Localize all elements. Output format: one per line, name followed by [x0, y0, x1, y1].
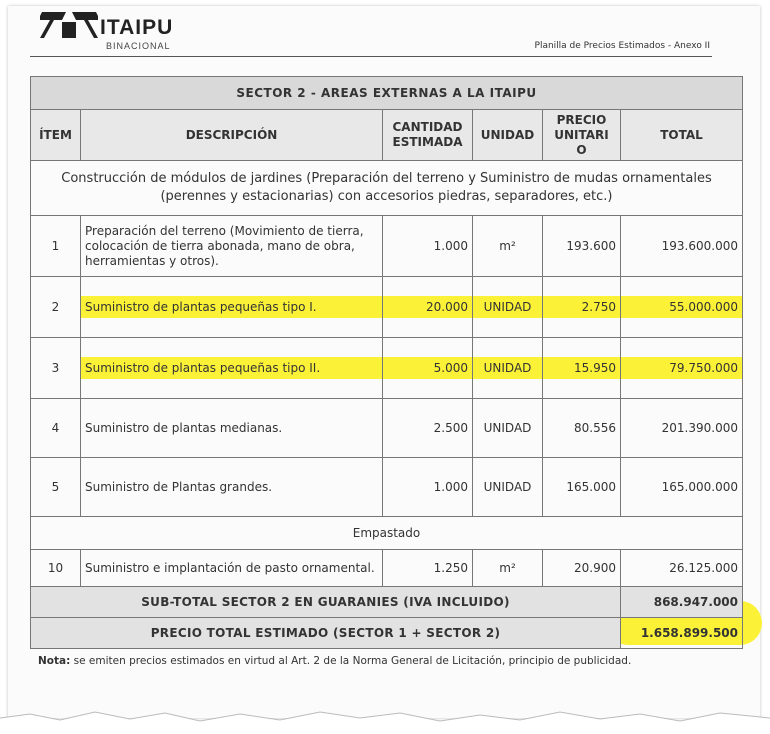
- cell-item: 4: [31, 399, 81, 458]
- header-divider: [30, 56, 712, 57]
- section-description: Construcción de módulos de jardines (Preparación del terreno y Suministro de mudas ornamentales (perennes y estacionarias) con accesorios piedras, separadores, etc.): [31, 161, 743, 216]
- table-title: SECTOR 2 - AREAS EXTERNAS A LA ITAIPU: [31, 77, 743, 110]
- cell-precio: 165.000: [543, 458, 621, 517]
- col-header-item: ÍTEM: [31, 110, 81, 161]
- torn-paper-edge: [0, 694, 770, 734]
- col-header-unidad: UNIDAD: [473, 110, 543, 161]
- cell-total: 165.000.000: [621, 458, 743, 517]
- grand-total-value: 1.658.899.500: [621, 618, 743, 649]
- grand-total-label: PRECIO TOTAL ESTIMADO (SECTOR 1 + SECTOR 2): [31, 618, 621, 649]
- section-header: [31, 517, 743, 550]
- itaipu-logo: [40, 10, 190, 52]
- cell-total: 79.750.000: [621, 338, 743, 399]
- cell-item: 10: [31, 550, 81, 587]
- document-reference: Planilla de Precios Estimados - Anexo II: [534, 41, 710, 51]
- cell-precio: 193.600: [543, 216, 621, 277]
- note-label: Nota:: [38, 655, 71, 667]
- cell-precio: 15.950: [543, 338, 621, 399]
- cell-item: 1: [31, 216, 81, 277]
- cell-cantidad: 1.000: [383, 216, 473, 277]
- cell-item: 5: [31, 458, 81, 517]
- cell-unidad: UNIDAD: [473, 277, 543, 338]
- cell-unidad: UNIDAD: [473, 458, 543, 517]
- table-row: [31, 216, 743, 277]
- cell-precio: 20.900: [543, 550, 621, 587]
- note-text: se emiten precios estimados en virtud al Art. 2 de la Norma General de Licitación, principio de publicidad.: [73, 655, 632, 667]
- col-header-total: TOTAL: [621, 110, 743, 161]
- cell-unidad: m²: [473, 216, 543, 277]
- cell-descripcion: Suministro e implantación de pasto ornamental.: [81, 550, 383, 587]
- cell-cantidad: 20.000: [383, 277, 473, 338]
- col-header-precio: PRECIO UNITARI O: [543, 110, 621, 161]
- cell-descripcion: Suministro de Plantas grandes.: [81, 458, 383, 517]
- cell-descripcion: Preparación del terreno (Movimiento de tierra, colocación de tierra abonada, mano de obra, herramientas y otros).: [81, 216, 383, 277]
- cell-cantidad: 2.500: [383, 399, 473, 458]
- table-row: [31, 458, 743, 517]
- col-header-cantidad: CANTIDAD ESTIMADA: [383, 110, 473, 161]
- cell-item: 3: [31, 338, 81, 399]
- table-row: [31, 277, 743, 338]
- subtotal-value: 868.947.000: [621, 587, 743, 618]
- cell-descripcion: Suministro de plantas medianas.: [81, 399, 383, 458]
- brand-subtitle: BINACIONAL: [106, 41, 171, 51]
- brand-name: ITAIPU: [100, 16, 174, 39]
- cell-total: 55.000.000: [621, 277, 743, 338]
- cell-total: 201.390.000: [621, 399, 743, 458]
- cell-unidad: UNIDAD: [473, 399, 543, 458]
- section-empastado: Empastado: [31, 517, 743, 550]
- cell-descripcion: Suministro de plantas pequeñas tipo II.: [81, 338, 383, 399]
- cell-total: 193.600.000: [621, 216, 743, 277]
- cell-descripcion: Suministro de plantas pequeñas tipo I.: [81, 277, 383, 338]
- subtotal-row: [31, 587, 743, 618]
- table-header-row: [31, 110, 743, 161]
- cell-cantidad: 1.250: [383, 550, 473, 587]
- cell-item: 2: [31, 277, 81, 338]
- cell-precio: 2.750: [543, 277, 621, 338]
- subtotal-label: SUB-TOTAL SECTOR 2 EN GUARANIES (IVA INCLUIDO): [31, 587, 621, 618]
- cell-cantidad: 1.000: [383, 458, 473, 517]
- cell-precio: 80.556: [543, 399, 621, 458]
- itaipu-emblem-icon: [40, 12, 98, 38]
- price-table: [30, 76, 743, 649]
- cell-unidad: m²: [473, 550, 543, 587]
- section-header: [31, 161, 743, 216]
- table-row: [31, 338, 743, 399]
- table-row: [31, 550, 743, 587]
- cell-cantidad: 5.000: [383, 338, 473, 399]
- cell-total: 26.125.000: [621, 550, 743, 587]
- footnote: [38, 654, 718, 669]
- table-row: [31, 399, 743, 458]
- grand-total-row: [31, 618, 743, 649]
- cell-unidad: UNIDAD: [473, 338, 543, 399]
- col-header-descripcion: DESCRIPCIÓN: [81, 110, 383, 161]
